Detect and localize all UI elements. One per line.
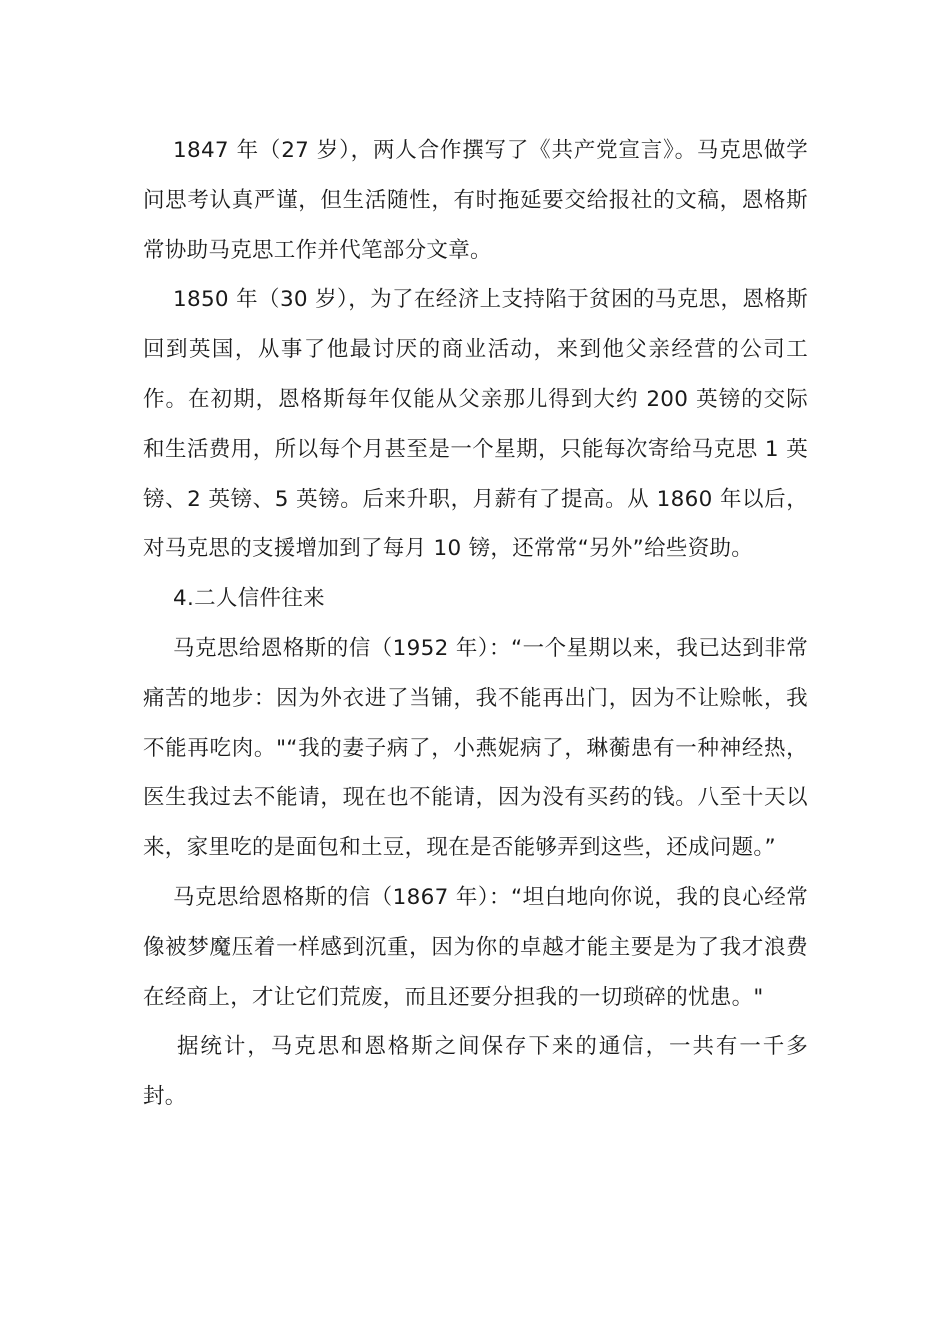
document-body: [143, 126, 808, 1122]
paragraph-statistics: 据统计，马克思和恩格斯之间保存下来的通信，一共有一千多封。: [143, 1034, 808, 1110]
paragraph-1847: 1847 年（27 岁），两人合作撰写了《共产党宣言》。马克思做学问思考认真严谨，但生活随性，有时拖延要交给报社的文稿，恩格斯常协助马克思工作并代笔部分文章。: [143, 138, 808, 263]
paragraph-letter-1867: 马克思给恩格斯的信（1867 年）：“坦白地向你说，我的良心经常像被梦魔压着一样感到沉重，因为你的卓越才能主要是为了我才浪费在经商上，才让它们荒废，而且还要分担我的一切琐碎的忧患。": [143, 884, 808, 1010]
paragraph-letter-1952: 马克思给恩格斯的信（1952 年）：“一个星期以来，我已达到非常痛苦的地步：因为外衣进了当铺，我不能再出门，因为不让赊帐，我不能再吃肉。"“我的妻子病了，小燕妮病了，琳蘅患有一种神经热，医生我过去不能请，现在也不能请，因为没有买药的钱。八至十天以来，家里吃的是面包和土豆，现在是否能够弄到这些，还成问题。”: [143, 635, 808, 861]
section-heading-letters: 4.二人信件往来: [173, 586, 325, 612]
paragraph-1850: 1850 年（30 岁），为了在经济上支持陷于贫困的马克思，恩格斯回到英国，从事了他最讨厌的商业活动，来到他父亲经营的公司工作。在初期，恩格斯每年仅能从父亲那儿得到大约 200 英镑的交际和生活费用，所以每个月甚至是一个星期，只能每次寄给马克思 1 英镑、2 英镑、5 英镑。后来升职，月薪有了提高。从 1860 年以后，对马克思的支援增加到了每月 10 镑，还常常“另外”给些资助。: [143, 287, 808, 562]
